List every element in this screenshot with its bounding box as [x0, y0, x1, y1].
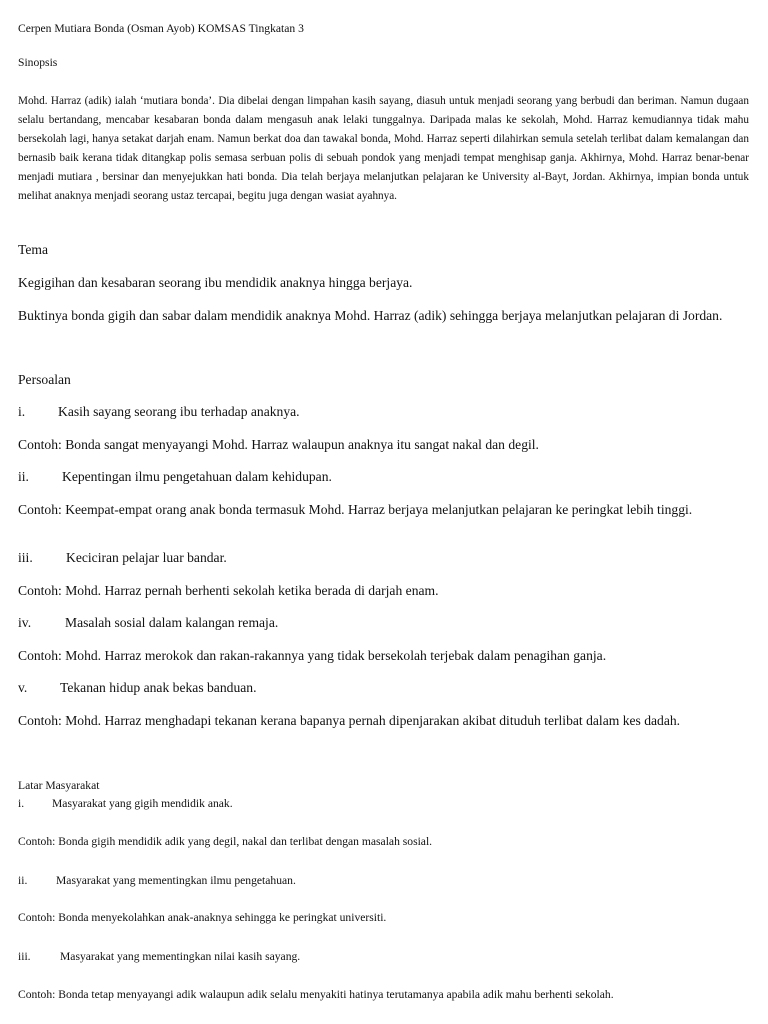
- item-number: i.: [18, 404, 26, 419]
- persoalan-contoh: Contoh: Mohd. Harraz pernah berhenti sekolah ketika berada di darjah enam.: [18, 583, 439, 598]
- item-text: Masyarakat yang mementingkan ilmu pengetahuan.: [56, 874, 296, 887]
- sinopsis-heading: Sinopsis: [18, 56, 58, 69]
- latar-contoh: Contoh: Bonda tetap menyayangi adik walaupun adik selalu menyakiti hatinya terutamanya apabila adik mahu berhenti sekolah.: [18, 988, 614, 1001]
- persoalan-contoh: Contoh: Mohd. Harraz merokok dan rakan-rakannya yang tidak bersekolah terjebak dalam penagihan ganja.: [18, 648, 607, 663]
- item-number: ii.: [18, 874, 28, 887]
- item-number: i.: [18, 797, 25, 810]
- tema-heading: Tema: [18, 242, 48, 257]
- latar-contoh: Contoh: Bonda menyekolahkan anak-anaknya sehingga ke peringkat universiti.: [18, 911, 387, 924]
- persoalan-item: [18, 550, 753, 566]
- latar-contoh: Contoh: Bonda gigih mendidik adik yang degil, nakal dan terlibat dengan masalah sosial.: [18, 835, 433, 848]
- item-number: iv.: [18, 615, 32, 630]
- item-text: Keciciran pelajar luar bandar.: [66, 550, 227, 565]
- item-number: iii.: [18, 950, 31, 963]
- document-title: Cerpen Mutiara Bonda (Osman Ayob) KOMSAS Tingkatan 3: [18, 22, 304, 35]
- item-text: Kepentingan ilmu pengetahuan dalam kehidupan.: [62, 469, 332, 484]
- latar-item: [18, 797, 233, 811]
- item-text: Masyarakat yang mementingkan nilai kasih sayang.: [60, 950, 301, 963]
- latar-item: [18, 950, 301, 964]
- item-text: Kasih sayang seorang ibu terhadap anaknya.: [58, 404, 300, 419]
- persoalan-heading: Persoalan: [18, 372, 71, 387]
- persoalan-item: [18, 615, 753, 631]
- item-number: ii.: [18, 469, 29, 484]
- item-text: Masyarakat yang gigih mendidik anak.: [52, 797, 233, 810]
- item-text: Masalah sosial dalam kalangan remaja.: [65, 615, 279, 630]
- tema-statement: Kegigihan dan kesabaran seorang ibu mendidik anaknya hingga berjaya.: [18, 275, 413, 290]
- latar-heading: Latar Masyarakat: [18, 779, 100, 792]
- item-text: Tekanan hidup anak bekas banduan.: [60, 680, 257, 695]
- item-number: iii.: [18, 550, 33, 565]
- persoalan-item: [18, 469, 753, 485]
- item-number: v.: [18, 680, 28, 695]
- persoalan-item: [18, 680, 753, 696]
- persoalan-contoh: Contoh: Mohd. Harraz menghadapi tekanan kerana bapanya pernah dipenjarakan akibat dituduh terlibat dalam kes dadah.: [18, 713, 681, 728]
- persoalan-contoh: Contoh: Bonda sangat menyayangi Mohd. Harraz walaupun anaknya itu sangat nakal dan degil.: [18, 437, 539, 452]
- latar-item: [18, 874, 296, 888]
- persoalan-contoh: Contoh: Keempat-empat orang anak bonda termasuk Mohd. Harraz berjaya melanjutkan pelajaran ke peringkat lebih tinggi.: [18, 502, 693, 517]
- tema-evidence: Buktinya bonda gigih dan sabar dalam mendidik anaknya Mohd. Harraz (adik) sehingga berjaya melanjutkan pelajaran di Jordan.: [18, 308, 723, 323]
- persoalan-item: [18, 404, 753, 420]
- sinopsis-paragraph: Mohd. Harraz (adik) ialah ‘mutiara bonda’. Dia dibelai dengan limpahan kasih sayang, diasuh untuk menjadi seorang yang berbudi dan beriman. Namun dugaan selalu bertandang, mencabar kesabaran bonda dalam mengasuh anak lelaki tunggalnya. Daripada malas ke sekolah, Mohd. Harraz kemudiannya tidak mahu bersekolah lagi, hanya setakat darjah enam. Namun berkat doa dan tawakal bonda, Mohd. Harraz seperti dilahirkan semula setelah terlibat dalam kemalangan dan bernasib baik kerana tidak ditangkap polis semasa serbuan polis di sebuah pondok yang menjadi tempat menghisap ganja. Akhirnya, Mohd. Harraz benar-benar menjadi mutiara , bersinar dan menyejukkan hati bonda. Dia telah berjaya melanjutkan pelajaran ke University al-Bayt, Jordan. Akhirnya, impian bonda untuk melihat anaknya menjadi seorang ustaz tercapai, begitu juga dengan wasiat ayahnya.: [18, 95, 749, 202]
